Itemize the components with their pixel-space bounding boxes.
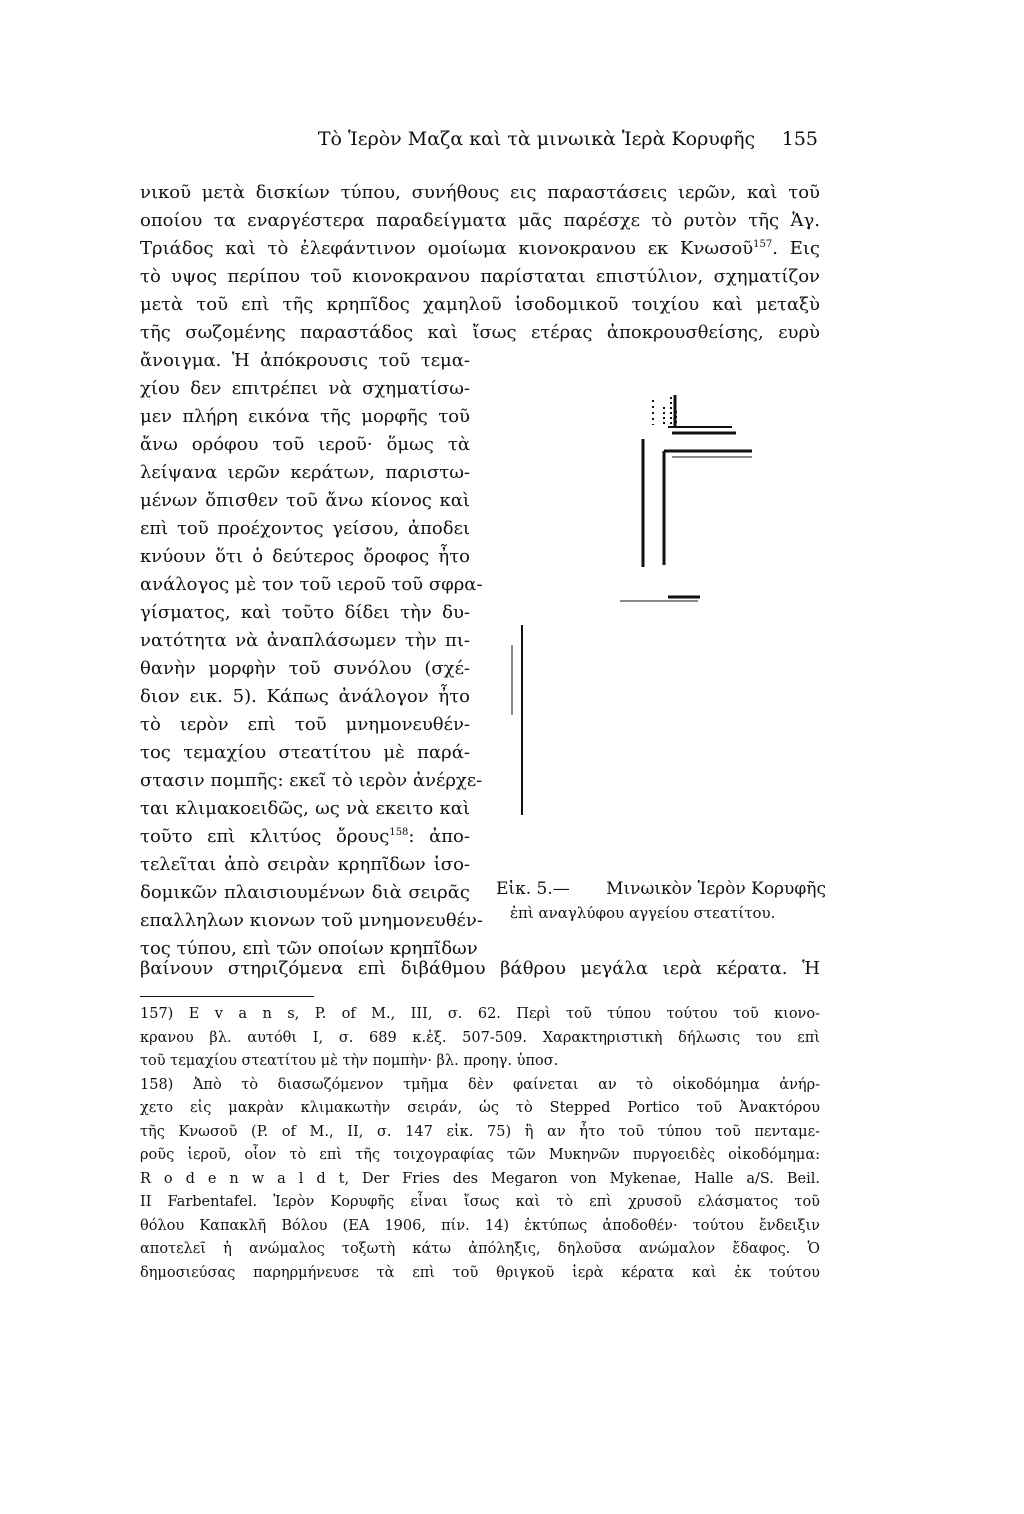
column-line: ται κλιμακοειδῶς, ως νὰ εκειτο καὶ [140, 798, 470, 819]
caption-title: Μινωικὸν Ἱερὸν Κορυφῆς [606, 879, 826, 899]
footnote-line: ροῦς ἱεροῦ, οἷον τὸ επὶ τῆς τοιχογραφίας τῶν Μυκηνῶν πυργοειδὲς οἰκοδόμημα: [140, 1147, 820, 1163]
column-line: επὶ τοῦ προέχοντος γείσου, ἀποδει [140, 518, 470, 539]
column-line: λείψανα ιερῶν κεράτων, παριστω- [140, 462, 470, 483]
column-line: στασιν πομπῆς: εκεῖ τὸ ιερὸν ἀνέρχε- [140, 770, 483, 791]
column-line: τελεῖται ἀπὸ σειρὰν κρηπῖδων ἰσο- [140, 854, 470, 875]
footnote-ref: 157 [753, 239, 773, 250]
footnote-ref: 158 [389, 827, 409, 838]
column-line: θανὴν μορφὴν τοῦ συνόλου (σχέ- [140, 658, 470, 679]
body-line [140, 235, 820, 263]
column-line: νατότητα νὰ ἀναπλάσωμεν τὴν πι- [140, 630, 470, 651]
column-line: διον εικ. 5). Κάπως ἀνάλογον ἦτο [140, 686, 470, 707]
body-line: βαίνουν στηριζόμενα επὶ διβάθμου βάθρου μεγάλα ιερὰ κέρατα. Ἡ [140, 958, 820, 979]
column-line-tail: : ἀπο- [408, 826, 470, 847]
body-line: μετὰ τοῦ επὶ τῆς κρηπῖδος χαμηλοῦ ἰσοδομικοῦ τοιχίου καὶ μεταξὺ [140, 294, 820, 315]
column-line: μένων ὄπισθεν τοῦ ἄνω κίονος καὶ [140, 490, 470, 511]
column-line: τος τύπου, επὶ τῶν οποίων κρηπῖδων [140, 938, 478, 959]
footnote-line: δημοσιεύσας παρηρμήνευσε τὰ επὶ τοῦ θριγκοῦ ἱερὰ κέρατα καὶ ἐκ τούτου [140, 1264, 820, 1281]
footnote-separator [140, 996, 314, 997]
column-line: χίου δεν επιτρέπει νὰ σχηματίσω- [140, 378, 470, 399]
footnote-line: 158) Ἀπὸ τὸ διασωζόμενον τμῆμα δὲν φαίνεται αν τὸ οἰκοδόμημα ἀνήρ- [140, 1076, 820, 1093]
column-line: επαλληλων κιονων τοῦ μνημονευθέν- [140, 910, 483, 931]
body-line-tail: . Εις [772, 238, 820, 259]
figure-shrine-sketch [500, 395, 780, 845]
column-line: τὸ ιερὸν επὶ τοῦ μνημονευθέν- [140, 714, 470, 735]
column-line: δομικῶν πλαισιουμένων διὰ σειρᾶς [140, 882, 470, 903]
body-line: οποίου τα εναργέστερα παραδείγματα μᾶς παρέσχε τὸ ρυτὸν τῆς Ἁγ. [140, 210, 820, 231]
footnote-line: 157) E v a n s, P. of M., III, σ. 62. Περὶ τοῦ τύπου τούτου τοῦ κιονο- [140, 1006, 820, 1022]
caption-subtitle: ἐπὶ αναγλύφου αγγείου στεατίτου. [510, 904, 776, 922]
footnote-line: χετο εἰς μακρὰν κλιμακωτὴν σειράν, ὡς τὸ Stepped Portico τοῦ Ἀνακτόρου [140, 1100, 820, 1116]
column-line-text: τοῦτο επὶ κλιτύος ὄρους [140, 826, 390, 847]
figure-caption [496, 877, 826, 925]
column-line [140, 823, 470, 851]
column-line: ἄνω ορόφου τοῦ ιεροῦ· ὅμως τὰ [140, 434, 470, 455]
body-line-text: Τριάδος καὶ τὸ ἐλεφάντινον ομοίωμα κιονοκρανου εκ Κνωσοῦ [140, 238, 754, 259]
footnote-line: κρανου βλ. αυτόθι I, σ. 689 κ.ἑξ. 507-509. Χαρακτηριστικὴ δήλωσις του επὶ [140, 1029, 820, 1046]
column-line: γίσματος, καὶ τοῦτο δίδει τὴν δυ- [140, 602, 470, 623]
body-column [140, 347, 483, 963]
footnote-line: αποτελεῖ ἡ ανώμαλος τοξωτὴ κάτω ἀπόληξις, δηλοῦσα ανώμαλον ἔδαφος. Ὁ [140, 1241, 820, 1257]
footnote-line: θόλου Καπακλῆ Βόλου (ΕΑ 1906, πίν. 14) ἐκτύπως ἀποδοθέν· τούτου ἔνδειξιν [140, 1217, 820, 1234]
footnote-line: II Farbentafel. Ἱερὸν Κορυφῆς εἶναι ἴσως καὶ τὸ επὶ χρυσοῦ ελάσματος τοῦ [140, 1194, 820, 1210]
body-line: νικοῦ μετὰ δισκίων τύπου, συνήθους εις παραστάσεις ιερῶν, καὶ τοῦ [140, 182, 820, 203]
column-line: ἄνοιγμα. Ἡ ἀπόκρουσις τοῦ τεμα- [140, 350, 470, 371]
footnote-line: τοῦ τεμαχίου στεατίτου μὲ τὴν πομπὴν· βλ. προηγ. ὑποσ. [140, 1053, 559, 1069]
column-line: κνύουν ὅτι ὁ δεύτερος ὄροφος ἦτο [140, 546, 470, 567]
body-line: τῆς σωζομένης παραστάδος καὶ ἴσως ετέρας ἀποκρουσθείσης, ευρὺ [140, 322, 820, 343]
column-line: τος τεμαχίου στεατίτου μὲ παρά- [140, 742, 470, 763]
footnote-line: R o d e n w a l d t, Der Fries des Megaron von Mykenae, Halle a/S. Beil. [140, 1170, 820, 1187]
column-line: μεν πλήρη εικόνα τῆς μορφῆς τοῦ [140, 406, 470, 427]
running-title: Τὸ Ἱερὸν Μαζα καὶ τὰ μινωικὰ Ἱερὰ Κορυφῆς [317, 128, 756, 150]
body-line: τὸ υψος περίπου τοῦ κιονοκρανου παρίσταται επιστύλιον, σχηματίζον [140, 266, 820, 287]
footnote-line: τῆς Κνωσοῦ (P. of M., II, σ. 147 εἰκ. 75) ἢ αν ἦτο τοῦ τύπου τοῦ πενταμε- [140, 1123, 820, 1140]
caption-label: Εἰκ. 5.— [496, 879, 570, 899]
page-number: 155 [781, 128, 818, 150]
column-line: ανάλογος μὲ τον τοῦ ιεροῦ τοῦ σφρα- [140, 574, 483, 595]
